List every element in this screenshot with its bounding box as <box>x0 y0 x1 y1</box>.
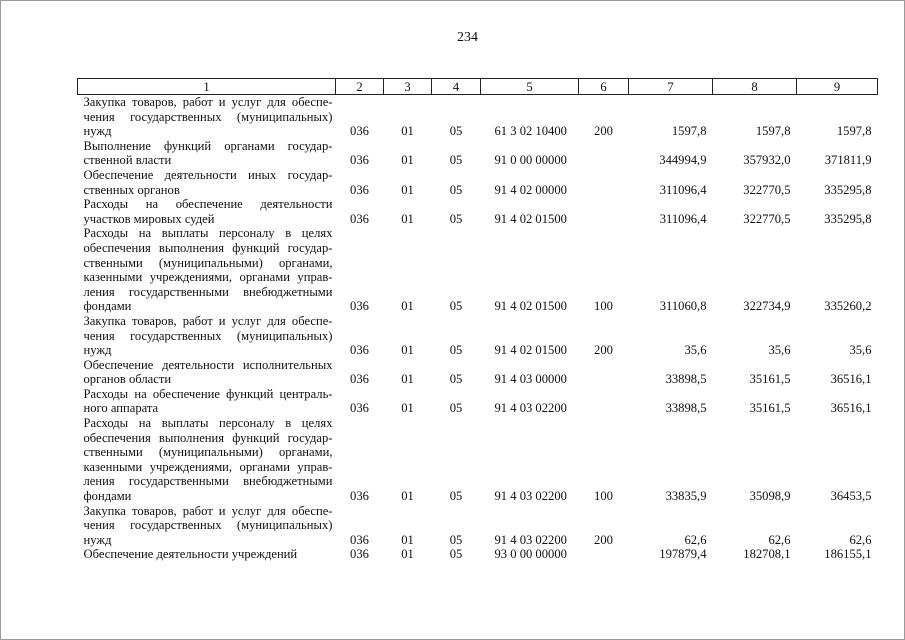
amount-year-3-cell: 36453,5 <box>830 489 872 504</box>
ved-code-cell: 036 <box>350 489 369 504</box>
amount-year-1-cell: 311096,4 <box>659 182 707 197</box>
row-description <box>78 387 336 416</box>
amount-year-1-cell: 311096,4 <box>659 211 707 226</box>
description-line: ления государственными внебюджетными <box>83 474 333 489</box>
section-cell: 01 <box>401 343 414 358</box>
header-col-1: 1 <box>78 79 336 95</box>
amount-year-1-cell: 1597,8 <box>671 124 707 139</box>
ved-code-cell: 036 <box>350 372 369 387</box>
description-line: Обеспечение деятельности исполнительных <box>83 357 333 372</box>
expense-type-cell: 200 <box>594 343 613 358</box>
description-line: казенными учреждениями, органами управ- <box>83 270 333 285</box>
header-col-2: 2 <box>336 79 384 95</box>
amount-year-1-cell: 344994,9 <box>659 153 707 168</box>
table-row <box>78 504 878 548</box>
amount-year-2-cell: 35161,5 <box>749 372 791 387</box>
section-cell: 01 <box>401 372 414 387</box>
subsection-cell: 05 <box>449 372 463 387</box>
expense-type-cell <box>579 139 629 168</box>
table-row <box>78 358 878 387</box>
table-row <box>78 226 878 314</box>
expense-type-cell: 100 <box>594 299 613 314</box>
description-line: ственными (муниципальными) органами, <box>83 255 333 270</box>
description-line: участков мировых судей <box>83 211 215 226</box>
amount-year-2-cell: 182708,1 <box>743 547 791 562</box>
amount-year-2-cell: 62,6 <box>768 532 791 547</box>
amount-year-3-cell: 335295,8 <box>824 211 872 226</box>
target-article-cell: 91 4 02 01500 <box>494 211 567 226</box>
table-row <box>78 547 878 562</box>
ved-code-cell: 036 <box>350 401 369 416</box>
subsection-cell: 05 <box>449 532 463 547</box>
expense-type-cell <box>579 387 629 416</box>
description-line: чения государственных (муниципальных) <box>83 518 333 533</box>
ved-code-cell: 036 <box>350 153 369 168</box>
amount-year-3-cell: 371811,9 <box>824 153 872 168</box>
description-line: казенными учреждениями, органами управ- <box>83 459 333 474</box>
description-line: Обеспечение деятельности иных государ- <box>83 167 333 182</box>
row-description <box>78 416 336 504</box>
description-line: Закупка товаров, работ и услуг для обеспе- <box>83 313 333 328</box>
target-article-cell: 61 3 02 10400 <box>494 124 567 139</box>
description-line: нужд <box>83 343 112 358</box>
description-line: ного аппарата <box>83 401 159 416</box>
description-line: чения государственных (муниципальных) <box>83 328 333 343</box>
expense-type-cell: 200 <box>594 124 613 139</box>
amount-year-2-cell: 1597,8 <box>755 124 791 139</box>
description-line: Расходы на выплаты персоналу в целях <box>83 226 333 241</box>
row-description <box>78 504 336 548</box>
ved-code-cell: 036 <box>350 182 369 197</box>
section-cell: 01 <box>401 124 414 139</box>
amount-year-3-cell: 335260,2 <box>824 299 872 314</box>
subsection-cell: 05 <box>449 211 463 226</box>
target-article-cell: 91 0 00 00000 <box>494 153 567 168</box>
expense-type-cell <box>579 197 629 226</box>
description-line: фондами <box>83 489 132 504</box>
table-row <box>78 197 878 226</box>
target-article-cell: 93 0 00 00000 <box>494 547 567 562</box>
section-cell: 01 <box>401 532 414 547</box>
row-description <box>78 139 336 168</box>
amount-year-2-cell: 35,6 <box>768 343 791 358</box>
row-description <box>78 547 336 562</box>
header-col-9: 9 <box>797 79 878 95</box>
header-col-7: 7 <box>629 79 713 95</box>
header-col-8: 8 <box>713 79 797 95</box>
subsection-cell: 05 <box>449 153 463 168</box>
target-article-cell: 91 4 02 01500 <box>494 343 567 358</box>
table-row <box>78 168 878 197</box>
description-line: Расходы на обеспечение функций централь- <box>83 386 333 401</box>
section-cell: 01 <box>401 153 414 168</box>
header-col-3: 3 <box>384 79 432 95</box>
table-row <box>78 139 878 168</box>
target-article-cell: 91 4 03 00000 <box>494 372 567 387</box>
description-line: Расходы на выплаты персоналу в целях <box>83 416 333 431</box>
expense-type-cell: 200 <box>594 532 613 547</box>
subsection-cell: 05 <box>449 547 463 562</box>
amount-year-1-cell: 33835,9 <box>665 489 707 504</box>
target-article-cell: 91 4 02 00000 <box>494 182 567 197</box>
description-line: обеспечения выполнения функций государ- <box>83 240 333 255</box>
description-line: Закупка товаров, работ и услуг для обеспе- <box>83 95 333 109</box>
description-line: ления государственными внебюджетными <box>83 284 333 299</box>
description-line: Расходы на обеспечение деятельности <box>83 197 333 212</box>
table-row <box>78 387 878 416</box>
amount-year-2-cell: 35098,9 <box>749 489 791 504</box>
target-article-cell: 91 4 03 02200 <box>494 489 567 504</box>
row-description <box>78 314 336 358</box>
description-line: нужд <box>83 532 112 547</box>
section-cell: 01 <box>401 299 414 314</box>
row-description <box>78 168 336 197</box>
ved-code-cell: 036 <box>350 299 369 314</box>
amount-year-3-cell: 36516,1 <box>830 401 872 416</box>
ved-code-cell: 036 <box>350 124 369 139</box>
amount-year-1-cell: 311060,8 <box>659 299 707 314</box>
amount-year-3-cell: 35,6 <box>849 343 872 358</box>
description-line: органов области <box>83 372 172 387</box>
description-line: Выполнение функций органами государ- <box>83 138 333 153</box>
section-cell: 01 <box>401 489 414 504</box>
description-line: Закупка товаров, работ и услуг для обеспе- <box>83 503 333 518</box>
description-line: ственных органов <box>83 182 180 197</box>
budget-table <box>77 78 878 562</box>
description-line: нужд <box>83 124 112 139</box>
table-row <box>78 416 878 504</box>
page-number: 234 <box>457 30 478 45</box>
amount-year-3-cell: 335295,8 <box>824 182 872 197</box>
row-description <box>78 358 336 387</box>
ved-code-cell: 036 <box>350 343 369 358</box>
description-line: Обеспечение деятельности учреждений <box>83 547 298 562</box>
header-col-6: 6 <box>579 79 629 95</box>
amount-year-1-cell: 33898,5 <box>665 372 707 387</box>
target-article-cell: 91 4 03 02200 <box>494 401 567 416</box>
header-col-5: 5 <box>481 79 579 95</box>
amount-year-1-cell: 33898,5 <box>665 401 707 416</box>
expense-type-cell <box>579 168 629 197</box>
subsection-cell: 05 <box>449 343 463 358</box>
expense-type-cell: 100 <box>594 489 613 504</box>
amount-year-3-cell: 62,6 <box>849 532 872 547</box>
subsection-cell: 05 <box>449 182 463 197</box>
description-line: ственной власти <box>83 153 172 168</box>
ved-code-cell: 036 <box>350 547 369 562</box>
amount-year-1-cell: 62,6 <box>684 532 707 547</box>
subsection-cell: 05 <box>449 299 463 314</box>
amount-year-3-cell: 186155,1 <box>824 547 872 562</box>
header-col-4: 4 <box>432 79 481 95</box>
amount-year-1-cell: 35,6 <box>684 343 707 358</box>
target-article-cell: 91 4 03 02200 <box>494 532 567 547</box>
amount-year-3-cell: 1597,8 <box>836 124 872 139</box>
amount-year-3-cell: 36516,1 <box>830 372 872 387</box>
section-cell: 01 <box>401 547 414 562</box>
amount-year-2-cell: 357932,0 <box>743 153 791 168</box>
expense-type-cell <box>579 358 629 387</box>
description-line: ственными (муниципальными) органами, <box>83 445 333 460</box>
section-cell: 01 <box>401 182 414 197</box>
ved-code-cell: 036 <box>350 532 369 547</box>
amount-year-2-cell: 35161,5 <box>749 401 791 416</box>
target-article-cell: 91 4 02 01500 <box>494 299 567 314</box>
description-line: обеспечения выполнения функций государ- <box>83 430 333 445</box>
amount-year-2-cell: 322770,5 <box>743 182 791 197</box>
subsection-cell: 05 <box>449 489 463 504</box>
table-row <box>78 314 878 358</box>
subsection-cell: 05 <box>449 124 463 139</box>
ved-code-cell: 036 <box>350 211 369 226</box>
header-row <box>78 79 878 95</box>
amount-year-1-cell: 197879,4 <box>659 547 707 562</box>
row-description <box>78 95 336 139</box>
subsection-cell: 05 <box>449 401 463 416</box>
expense-type-cell <box>579 547 629 562</box>
row-description <box>78 197 336 226</box>
section-cell: 01 <box>401 401 414 416</box>
amount-year-2-cell: 322734,9 <box>743 299 791 314</box>
table-row <box>78 95 878 139</box>
section-cell: 01 <box>401 211 414 226</box>
description-line: чения государственных (муниципальных) <box>83 109 333 124</box>
amount-year-2-cell: 322770,5 <box>743 211 791 226</box>
description-line: фондами <box>83 299 132 314</box>
row-description <box>78 226 336 314</box>
